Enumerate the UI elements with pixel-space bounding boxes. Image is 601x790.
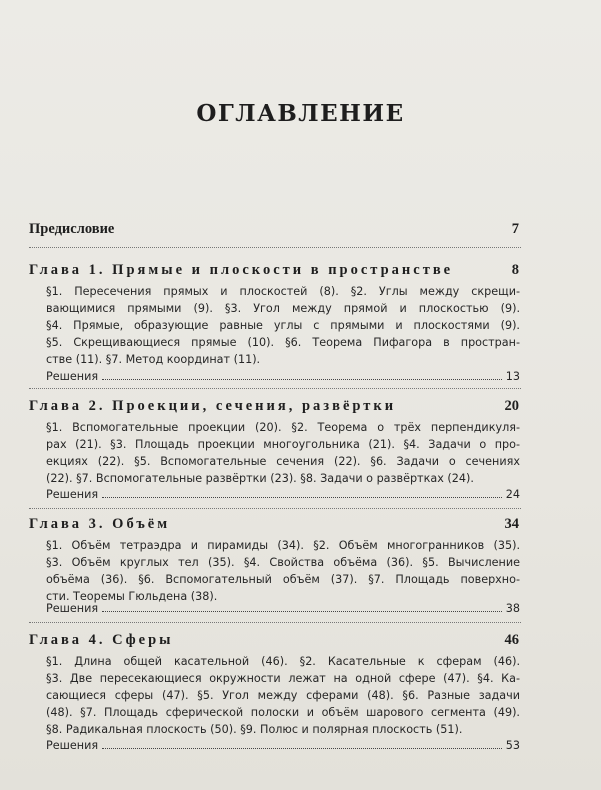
solutions-label: Решения bbox=[46, 602, 99, 615]
solutions-page: 53 bbox=[505, 739, 520, 752]
section-line: §1. Объём тетраэдра и пирамиды (34). §2. Объём многогранников (35). bbox=[46, 539, 520, 552]
separator bbox=[29, 388, 521, 389]
chapter-1-heading[interactable] bbox=[29, 262, 519, 279]
separator bbox=[29, 622, 521, 623]
section-line: §4. Прямые, образующие равные углы с прямыми и плоскостями (9). bbox=[46, 319, 520, 332]
section-line: екциях (22). §5. Вспомогательные сечения (22). §6. Задачи о сечениях bbox=[46, 455, 520, 468]
solutions-page: 13 bbox=[505, 370, 520, 383]
solutions-label: Решения bbox=[46, 739, 99, 752]
preface-entry[interactable] bbox=[29, 221, 519, 238]
section-line: объёма (36). §6. Вспомогательный объём (37). §7. Площадь поверхно- bbox=[46, 573, 520, 586]
chapter-4-heading[interactable] bbox=[29, 632, 519, 649]
section-line: сающиеся сферы (47). §5. Угол между сферами (48). §6. Разные задачи bbox=[46, 689, 520, 702]
section-line: §3. Две пересекающиеся окружности лежат на одной сфере (47). §4. Ка- bbox=[46, 672, 520, 685]
leader-dots bbox=[102, 497, 502, 498]
chapter-title: Глава 1. Прямые и плоскости в пространстве bbox=[29, 262, 454, 278]
section-line: §1. Длина общей касательной (46). §2. Касательные к сферам (46). bbox=[46, 655, 520, 668]
section-line: (48). §7. Площадь сферической полоски и объём шарового сегмента (49). bbox=[46, 706, 520, 719]
chapter-2-sections bbox=[46, 419, 520, 487]
preface-label: Предисловие bbox=[29, 221, 115, 237]
section-line: §5. Скрещивающиеся прямые (10). §6. Теорема Пифагора в простран- bbox=[46, 336, 520, 349]
chapter-4-sections bbox=[46, 653, 520, 738]
chapter-3-heading[interactable] bbox=[29, 516, 519, 533]
solutions-label: Решения bbox=[46, 488, 99, 501]
chapter-3-sections bbox=[46, 537, 520, 605]
chapter-title: Глава 4. Сферы bbox=[29, 632, 174, 648]
separator bbox=[29, 247, 521, 248]
chapter-page: 20 bbox=[504, 398, 519, 414]
chapter-page: 8 bbox=[511, 262, 519, 278]
chapter-page: 46 bbox=[504, 632, 519, 648]
section-line: §3. Объём круглых тел (35). §4. Свойства объёма (36). §5. Вычисление bbox=[46, 556, 520, 569]
section-line: рах (21). §3. Площадь проекции многоугольника (21). §4. Задачи о про- bbox=[46, 438, 520, 451]
separator bbox=[29, 508, 521, 509]
chapter-title: Глава 3. Объём bbox=[29, 516, 171, 532]
solutions-label: Решения bbox=[46, 370, 99, 383]
toc-title: ОГЛАВЛЕНИЕ bbox=[196, 100, 405, 127]
chapter-1-solutions[interactable] bbox=[46, 368, 520, 385]
section-line: §1. Пересечения прямых и плоскостей (8). §2. Углы между скрещи- bbox=[46, 285, 520, 298]
section-line: вающимися прямыми (9). §3. Угол между прямой и плоскостью (9). bbox=[46, 302, 520, 315]
chapter-1-sections bbox=[46, 283, 520, 368]
leader-dots bbox=[102, 611, 502, 612]
section-line: §1. Вспомогательные проекции (20). §2. Теорема о трёх перпендикуля- bbox=[46, 421, 520, 434]
preface-page: 7 bbox=[511, 221, 519, 237]
chapter-3-solutions[interactable] bbox=[46, 600, 520, 617]
section-line: (22). §7. Вспомогательные развёртки (23). §8. Задачи о развёртках (24). bbox=[46, 472, 474, 485]
section-line: стве (11). §7. Метод координат (11). bbox=[46, 353, 261, 366]
chapter-2-heading[interactable] bbox=[29, 398, 519, 415]
section-line: сти. Теоремы Гюльдена (38). bbox=[46, 590, 218, 603]
chapter-page: 34 bbox=[504, 516, 519, 532]
leader-dots bbox=[102, 379, 502, 380]
section-line: §8. Радикальная плоскость (50). §9. Полюс и полярная плоскость (51). bbox=[46, 723, 463, 736]
chapter-2-solutions[interactable] bbox=[46, 486, 520, 503]
chapter-title: Глава 2. Проекции, сечения, развёртки bbox=[29, 398, 397, 414]
leader-dots bbox=[102, 748, 502, 749]
solutions-page: 38 bbox=[505, 602, 520, 615]
chapter-4-solutions[interactable] bbox=[46, 737, 520, 754]
solutions-page: 24 bbox=[505, 488, 520, 501]
